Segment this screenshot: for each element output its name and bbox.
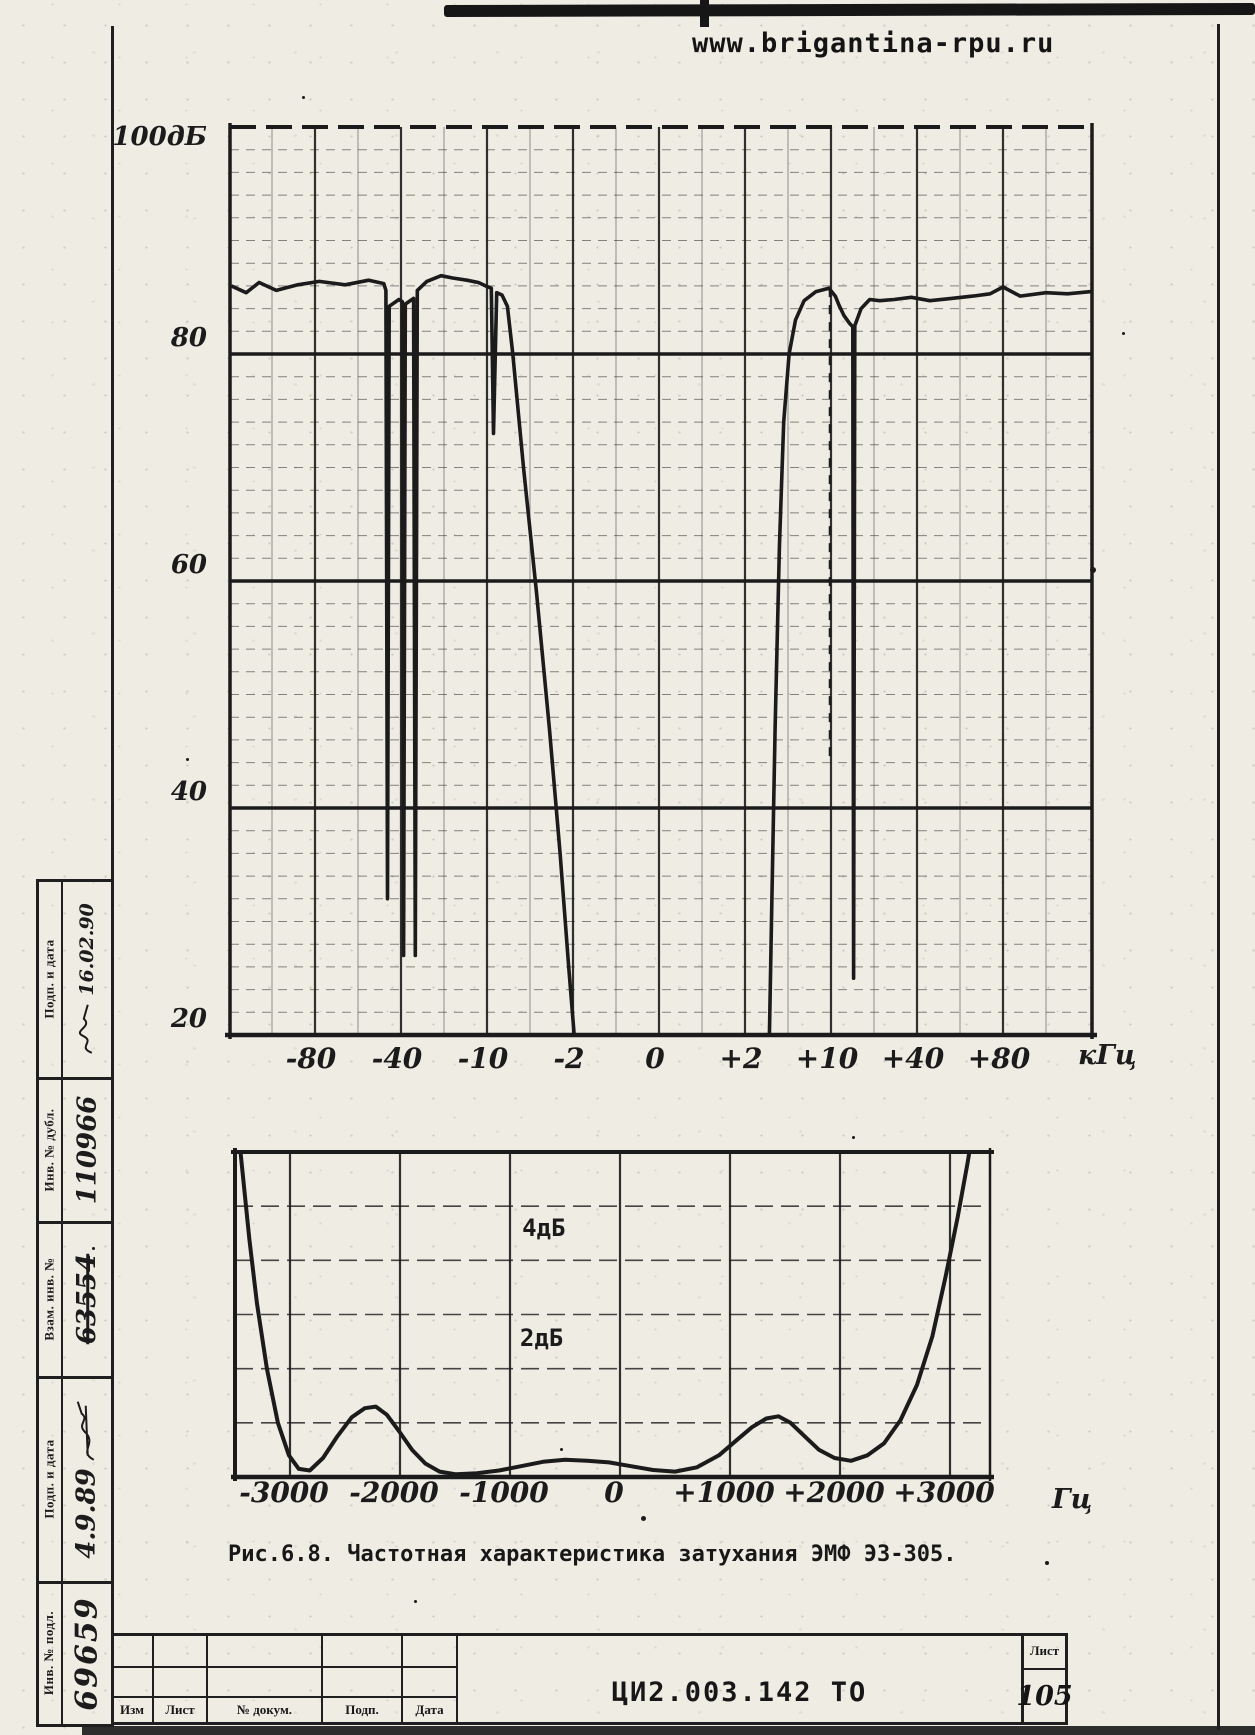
bottom-x-tick-label: -1000 [459, 1476, 549, 1509]
title-block-col-data: Дата [415, 1702, 444, 1717]
top-x-tick-label: +40 [881, 1042, 945, 1075]
top-chart-x-unit: кГц [1078, 1040, 1137, 1071]
top-x-tick-label: +10 [795, 1042, 859, 1075]
top-x-tick-label: -2 [553, 1042, 585, 1075]
bottom-chart-grid [235, 1152, 990, 1477]
scan-speck [186, 758, 189, 761]
db-annotation: 2дБ [519, 1323, 564, 1352]
stamp-label-podp-data-2: Подп. и дата [41, 1439, 57, 1519]
attenuation-curve [231, 276, 575, 1047]
title-block-row-line [111, 1666, 457, 1668]
bottom-x-tick-label: -2000 [349, 1476, 439, 1509]
signature-icon [74, 1399, 100, 1461]
stamp-value-date-1: 16.02.90 [62, 880, 112, 1077]
title-block-top-line [111, 1633, 1067, 1636]
bottom-x-tick-label: 0 [604, 1476, 624, 1509]
scan-speck [560, 1448, 563, 1451]
top-y-tick-label: 80 [170, 323, 207, 353]
db-annotation: 4дБ [522, 1213, 566, 1242]
top-y-tick-label: 40 [170, 777, 207, 807]
top-x-tick-label: -10 [457, 1042, 509, 1075]
scan-speck [1045, 1561, 1049, 1565]
scan-speck [302, 96, 305, 99]
top-chart-grid [230, 127, 1092, 1035]
scan-speck [852, 1136, 855, 1139]
top-x-tick-label: +2 [719, 1042, 763, 1075]
ripple-curve [237, 1109, 976, 1475]
stamp-value-date-2: 4.9.89 [62, 1377, 112, 1581]
title-block-col-izm: Изм [119, 1702, 144, 1717]
stamp-label-podp-data-1: Подп. и дата [41, 938, 57, 1019]
top-y-tick-label: 60 [170, 550, 207, 580]
top-x-tick-label: 0 [645, 1042, 665, 1075]
bottom-chart-curve [237, 1109, 976, 1475]
stamp-label-vzam-inv: Взам. инв. № [41, 1257, 57, 1341]
bottom-chart-x-unit: Гц [1052, 1484, 1093, 1515]
top-chart-curve [231, 276, 1091, 1047]
signature-icon [75, 1002, 99, 1054]
document-number: ЦИ2.003.142 ТО [611, 1676, 868, 1708]
sheet-cell-divider-line [1021, 1668, 1068, 1670]
scan-speck [1090, 567, 1096, 573]
title-block-bottom-line [111, 1722, 1067, 1725]
scan-speck [414, 1600, 417, 1603]
stamp-value-inv-dubl: 110966 [72, 1095, 103, 1204]
bottom-x-tick-label: +2000 [783, 1476, 885, 1509]
top-y-tick-label: 100дБ [112, 122, 207, 152]
sheet-cell-label: Лист [1029, 1643, 1060, 1658]
scan-speck [92, 1247, 95, 1250]
bottom-x-tick-label: -3000 [239, 1476, 329, 1509]
sheet-number: 105 [1016, 1680, 1073, 1712]
attenuation-curve [769, 287, 1091, 1046]
stamp-box-line [36, 1724, 114, 1727]
stamp-label-inv-podl: Инв. № подл. [41, 1610, 57, 1696]
stamp-value-vzam-inv: 63554 [72, 1253, 102, 1345]
bottom-x-tick-label: +3000 [893, 1476, 995, 1509]
scan-speck [641, 1516, 646, 1521]
title-block-col-list: Лист [165, 1702, 195, 1717]
top-y-tick-label: 20 [170, 1004, 207, 1034]
top-x-tick-label: +80 [967, 1042, 1031, 1075]
figure-caption: Рис.6.8. Частотная характеристика затухания ЭМФ ЭЗ-305. [228, 1542, 957, 1567]
bottom-x-tick-label: +1000 [673, 1476, 775, 1509]
title-block-col-podp: Подп. [345, 1702, 379, 1717]
watermark-text: www.brigantina-rpu.ru [692, 28, 1055, 59]
stamp-value-inv-podl: 69659 [69, 1595, 105, 1711]
top-x-tick-label: -40 [371, 1042, 423, 1075]
title-block-col-docnum: № докум. [236, 1702, 293, 1717]
top-x-tick-label: -80 [285, 1042, 337, 1075]
stamp-label-inv-dubl: Инв. № дубл. [41, 1107, 57, 1192]
scan-speck [1122, 332, 1125, 335]
